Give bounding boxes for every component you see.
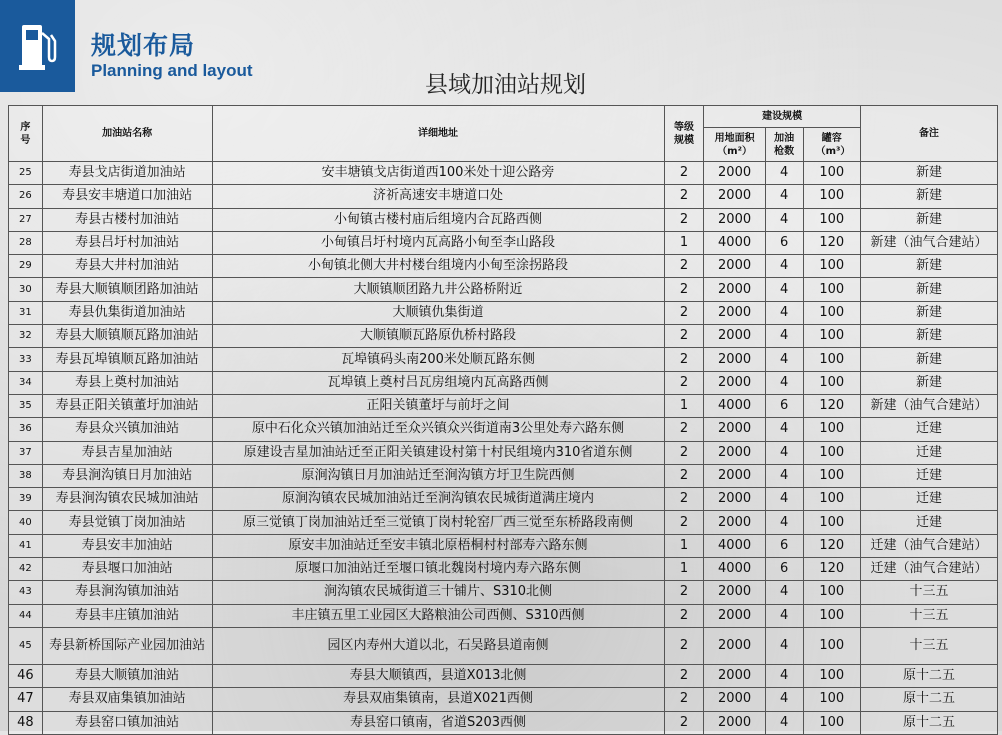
cell-name: 寿县正阳关镇董圩加油站	[42, 394, 212, 417]
cell-tank: 100	[803, 418, 860, 441]
table-row	[9, 534, 998, 557]
cell-grade: 1	[664, 534, 704, 557]
table-title: 县域加油站规划	[425, 72, 586, 98]
cell-guns: 4	[765, 664, 803, 687]
cell-guns: 4	[765, 371, 803, 394]
table-row	[9, 604, 998, 627]
cell-area: 2000	[704, 664, 765, 687]
cell-note: 新建	[860, 208, 997, 231]
cell-tank: 120	[803, 231, 860, 254]
cell-no: 30	[9, 278, 43, 301]
table-row	[9, 208, 998, 231]
cell-area: 2000	[704, 441, 765, 464]
cell-note: 新建	[860, 162, 997, 185]
cell-address: 瓦埠镇上奠村吕瓦房组境内瓦高路西侧	[212, 371, 664, 394]
table-row	[9, 162, 998, 185]
cell-name: 寿县双庙集镇加油站	[42, 688, 212, 711]
cell-name: 寿县大井村加油站	[42, 255, 212, 278]
cell-no: 48	[9, 711, 43, 734]
cell-no: 43	[9, 581, 43, 604]
cell-note: 迁建	[860, 441, 997, 464]
col-header-note: 备注	[860, 106, 997, 162]
cell-name: 寿县吉星加油站	[42, 441, 212, 464]
cell-no: 44	[9, 604, 43, 627]
cell-address: 原安丰加油站迁至安丰镇北原梧桐村村部寿六路东侧	[212, 534, 664, 557]
fuel-pump-icon	[18, 19, 58, 73]
cell-area: 2000	[704, 464, 765, 487]
cell-tank: 100	[803, 604, 860, 627]
table-row	[9, 627, 998, 664]
cell-note: 原十二五	[860, 688, 997, 711]
section-title-cn: 规划布局	[91, 31, 196, 60]
cell-address: 丰庄镇五里工业园区大路粮油公司西侧、S310西侧	[212, 604, 664, 627]
cell-area: 2000	[704, 371, 765, 394]
cell-note: 迁建（油气合建站）	[860, 534, 997, 557]
cell-area: 2000	[704, 511, 765, 534]
cell-note: 新建	[860, 278, 997, 301]
cell-tank: 100	[803, 325, 860, 348]
cell-area: 2000	[704, 255, 765, 278]
table-row	[9, 348, 998, 371]
cell-tank: 100	[803, 664, 860, 687]
col-header-area: 用地面积（m²）	[704, 128, 765, 162]
table-row	[9, 371, 998, 394]
cell-tank: 100	[803, 441, 860, 464]
cell-tank: 120	[803, 534, 860, 557]
cell-guns: 4	[765, 627, 803, 664]
table-row	[9, 581, 998, 604]
cell-name: 寿县涧沟镇农民城加油站	[42, 488, 212, 511]
cell-address: 大顺镇仇集街道	[212, 301, 664, 324]
cell-no: 40	[9, 511, 43, 534]
cell-guns: 6	[765, 394, 803, 417]
cell-guns: 4	[765, 464, 803, 487]
cell-no: 37	[9, 441, 43, 464]
cell-address: 寿县窑口镇南，省道S203西侧	[212, 711, 664, 734]
cell-no: 34	[9, 371, 43, 394]
cell-name: 寿县窑口镇加油站	[42, 711, 212, 734]
cell-no: 26	[9, 185, 43, 208]
cell-guns: 4	[765, 325, 803, 348]
cell-address: 小甸镇古楼村庙后组境内合瓦路西侧	[212, 208, 664, 231]
cell-grade: 2	[664, 162, 704, 185]
cell-name: 寿县瓦埠镇顺瓦路加油站	[42, 348, 212, 371]
cell-name: 寿县众兴镇加油站	[42, 418, 212, 441]
col-header-build-scale: 建设规模	[704, 106, 860, 128]
cell-grade: 2	[664, 371, 704, 394]
cell-no: 47	[9, 688, 43, 711]
cell-address: 安丰塘镇戈店街道西100米处十迎公路旁	[212, 162, 664, 185]
cell-address: 原涧沟镇日月加油站迁至涧沟镇方圩卫生院西侧	[212, 464, 664, 487]
cell-guns: 4	[765, 711, 803, 734]
cell-area: 4000	[704, 394, 765, 417]
cell-grade: 2	[664, 688, 704, 711]
cell-area: 4000	[704, 534, 765, 557]
cell-no: 32	[9, 325, 43, 348]
cell-tank: 100	[803, 162, 860, 185]
cell-guns: 6	[765, 534, 803, 557]
cell-tank: 100	[803, 185, 860, 208]
cell-note: 新建	[860, 371, 997, 394]
cell-name: 寿县古楼村加油站	[42, 208, 212, 231]
cell-guns: 4	[765, 185, 803, 208]
cell-no: 25	[9, 162, 43, 185]
col-header-grade: 等级规模	[664, 106, 704, 162]
cell-guns: 6	[765, 231, 803, 254]
cell-area: 4000	[704, 231, 765, 254]
cell-area: 2000	[704, 488, 765, 511]
section-title-en: Planning and layout	[91, 61, 253, 80]
col-header-guns: 加油枪数	[765, 128, 803, 162]
cell-name: 寿县堰口加油站	[42, 558, 212, 581]
cell-name: 寿县大顺镇加油站	[42, 664, 212, 687]
cell-address: 原堰口加油站迁至堰口镇北魏岗村境内寿六路东侧	[212, 558, 664, 581]
cell-area: 2000	[704, 278, 765, 301]
cell-tank: 100	[803, 371, 860, 394]
col-header-tank: 罐容（m³）	[803, 128, 860, 162]
cell-address: 大顺镇顺瓦路原仇桥村路段	[212, 325, 664, 348]
cell-tank: 100	[803, 278, 860, 301]
cell-address: 原建设吉星加油站迁至正阳关镇建设村第十村民组境内310省道东侧	[212, 441, 664, 464]
cell-grade: 2	[664, 711, 704, 734]
cell-grade: 2	[664, 348, 704, 371]
cell-guns: 4	[765, 348, 803, 371]
cell-no: 27	[9, 208, 43, 231]
cell-address: 园区内寿州大道以北，石吴路县道南侧	[212, 627, 664, 664]
cell-name: 寿县涧沟镇加油站	[42, 581, 212, 604]
cell-grade: 2	[664, 627, 704, 664]
cell-note: 迁建	[860, 511, 997, 534]
table-row	[9, 418, 998, 441]
cell-tank: 100	[803, 511, 860, 534]
col-header-name: 加油站名称	[42, 106, 212, 162]
cell-name: 寿县戈店街道加油站	[42, 162, 212, 185]
table-row	[9, 664, 998, 687]
cell-note: 迁建	[860, 464, 997, 487]
cell-note: 原十二五	[860, 711, 997, 734]
cell-guns: 4	[765, 278, 803, 301]
cell-note: 十三五	[860, 581, 997, 604]
cell-no: 31	[9, 301, 43, 324]
table-row	[9, 255, 998, 278]
cell-note: 新建	[860, 185, 997, 208]
cell-guns: 4	[765, 488, 803, 511]
cell-area: 2000	[704, 348, 765, 371]
cell-guns: 6	[765, 558, 803, 581]
cell-grade: 1	[664, 558, 704, 581]
cell-address: 瓦埠镇码头南200米处顺瓦路东侧	[212, 348, 664, 371]
cell-no: 36	[9, 418, 43, 441]
cell-area: 2000	[704, 581, 765, 604]
cell-grade: 2	[664, 418, 704, 441]
cell-area: 2000	[704, 711, 765, 734]
cell-no: 29	[9, 255, 43, 278]
cell-guns: 4	[765, 418, 803, 441]
logo-box	[0, 0, 75, 92]
cell-name: 寿县大顺镇顺团路加油站	[42, 278, 212, 301]
cell-grade: 2	[664, 441, 704, 464]
table-body	[9, 162, 998, 735]
cell-address: 济祈高速安丰塘道口处	[212, 185, 664, 208]
cell-name: 寿县仇集街道加油站	[42, 301, 212, 324]
cell-address: 寿县大顺镇西，县道X013北侧	[212, 664, 664, 687]
cell-no: 39	[9, 488, 43, 511]
cell-grade: 2	[664, 208, 704, 231]
table-row	[9, 325, 998, 348]
cell-grade: 2	[664, 581, 704, 604]
cell-address: 正阳关镇董圩与前圩之间	[212, 394, 664, 417]
cell-address: 小甸镇北侧大井村楼台组境内小甸至涂拐路段	[212, 255, 664, 278]
cell-guns: 4	[765, 255, 803, 278]
cell-note: 新建	[860, 325, 997, 348]
cell-note: 新建	[860, 348, 997, 371]
cell-guns: 4	[765, 581, 803, 604]
cell-tank: 100	[803, 488, 860, 511]
cell-note: 迁建	[860, 488, 997, 511]
cell-guns: 4	[765, 208, 803, 231]
cell-note: 迁建（油气合建站）	[860, 558, 997, 581]
cell-note: 新建	[860, 255, 997, 278]
cell-address: 大顺镇顺团路九井公路桥附近	[212, 278, 664, 301]
cell-area: 4000	[704, 558, 765, 581]
cell-name: 寿县安丰塘道口加油站	[42, 185, 212, 208]
cell-grade: 1	[664, 394, 704, 417]
cell-note: 迁建	[860, 418, 997, 441]
cell-address: 原三觉镇丁岗加油站迁至三觉镇丁岗村轮窑厂西三觉至东桥路段南侧	[212, 511, 664, 534]
table-row	[9, 301, 998, 324]
cell-tank: 100	[803, 581, 860, 604]
cell-grade: 2	[664, 488, 704, 511]
cell-grade: 2	[664, 301, 704, 324]
table-row	[9, 278, 998, 301]
cell-no: 38	[9, 464, 43, 487]
cell-area: 2000	[704, 604, 765, 627]
cell-note: 新建（油气合建站）	[860, 231, 997, 254]
table-row	[9, 185, 998, 208]
col-header-address: 详细地址	[212, 106, 664, 162]
cell-no: 41	[9, 534, 43, 557]
cell-address: 涧沟镇农民城街道三十铺片、S310北侧	[212, 581, 664, 604]
cell-no: 46	[9, 664, 43, 687]
cell-grade: 2	[664, 185, 704, 208]
cell-guns: 4	[765, 301, 803, 324]
cell-guns: 4	[765, 688, 803, 711]
cell-name: 寿县安丰加油站	[42, 534, 212, 557]
cell-area: 2000	[704, 208, 765, 231]
table-row	[9, 688, 998, 711]
cell-note: 新建	[860, 301, 997, 324]
cell-no: 42	[9, 558, 43, 581]
table-row	[9, 464, 998, 487]
table-row	[9, 558, 998, 581]
cell-name: 寿县觉镇丁岗加油站	[42, 511, 212, 534]
cell-address: 原中石化众兴镇加油站迁至众兴镇众兴街道南3公里处寿六路东侧	[212, 418, 664, 441]
cell-guns: 4	[765, 162, 803, 185]
cell-tank: 100	[803, 627, 860, 664]
cell-note: 十三五	[860, 627, 997, 664]
cell-area: 2000	[704, 301, 765, 324]
gas-station-plan-table	[8, 105, 998, 735]
cell-note: 原十二五	[860, 664, 997, 687]
cell-no: 28	[9, 231, 43, 254]
cell-grade: 2	[664, 664, 704, 687]
cell-name: 寿县上奠村加油站	[42, 371, 212, 394]
cell-grade: 2	[664, 325, 704, 348]
cell-grade: 2	[664, 511, 704, 534]
cell-no: 35	[9, 394, 43, 417]
table-row	[9, 488, 998, 511]
cell-area: 2000	[704, 418, 765, 441]
table-row	[9, 394, 998, 417]
cell-guns: 4	[765, 441, 803, 464]
cell-tank: 100	[803, 688, 860, 711]
cell-grade: 2	[664, 604, 704, 627]
cell-area: 2000	[704, 325, 765, 348]
cell-name: 寿县丰庄镇加油站	[42, 604, 212, 627]
table-row	[9, 231, 998, 254]
cell-name: 寿县新桥国际产业园加油站	[42, 627, 212, 664]
table-row	[9, 511, 998, 534]
cell-address: 原涧沟镇农民城加油站迁至涧沟镇农民城街道满庄境内	[212, 488, 664, 511]
cell-grade: 2	[664, 464, 704, 487]
cell-guns: 4	[765, 604, 803, 627]
cell-grade: 2	[664, 255, 704, 278]
cell-note: 十三五	[860, 604, 997, 627]
cell-tank: 120	[803, 394, 860, 417]
cell-no: 33	[9, 348, 43, 371]
cell-grade: 2	[664, 278, 704, 301]
cell-address: 小甸镇吕圩村境内瓦高路小甸至李山路段	[212, 231, 664, 254]
cell-area: 2000	[704, 185, 765, 208]
cell-note: 新建（油气合建站）	[860, 394, 997, 417]
cell-tank: 100	[803, 464, 860, 487]
cell-tank: 120	[803, 558, 860, 581]
cell-tank: 100	[803, 301, 860, 324]
cell-area: 2000	[704, 688, 765, 711]
cell-guns: 4	[765, 511, 803, 534]
cell-name: 寿县大顺镇顺瓦路加油站	[42, 325, 212, 348]
cell-tank: 100	[803, 711, 860, 734]
cell-tank: 100	[803, 348, 860, 371]
col-header-seq: 序号	[9, 106, 43, 162]
cell-grade: 1	[664, 231, 704, 254]
cell-name: 寿县涧沟镇日月加油站	[42, 464, 212, 487]
cell-name: 寿县吕圩村加油站	[42, 231, 212, 254]
table-row	[9, 441, 998, 464]
cell-address: 寿县双庙集镇南，县道X021西侧	[212, 688, 664, 711]
cell-no: 45	[9, 627, 43, 664]
cell-area: 2000	[704, 627, 765, 664]
cell-tank: 100	[803, 208, 860, 231]
cell-tank: 100	[803, 255, 860, 278]
cell-area: 2000	[704, 162, 765, 185]
